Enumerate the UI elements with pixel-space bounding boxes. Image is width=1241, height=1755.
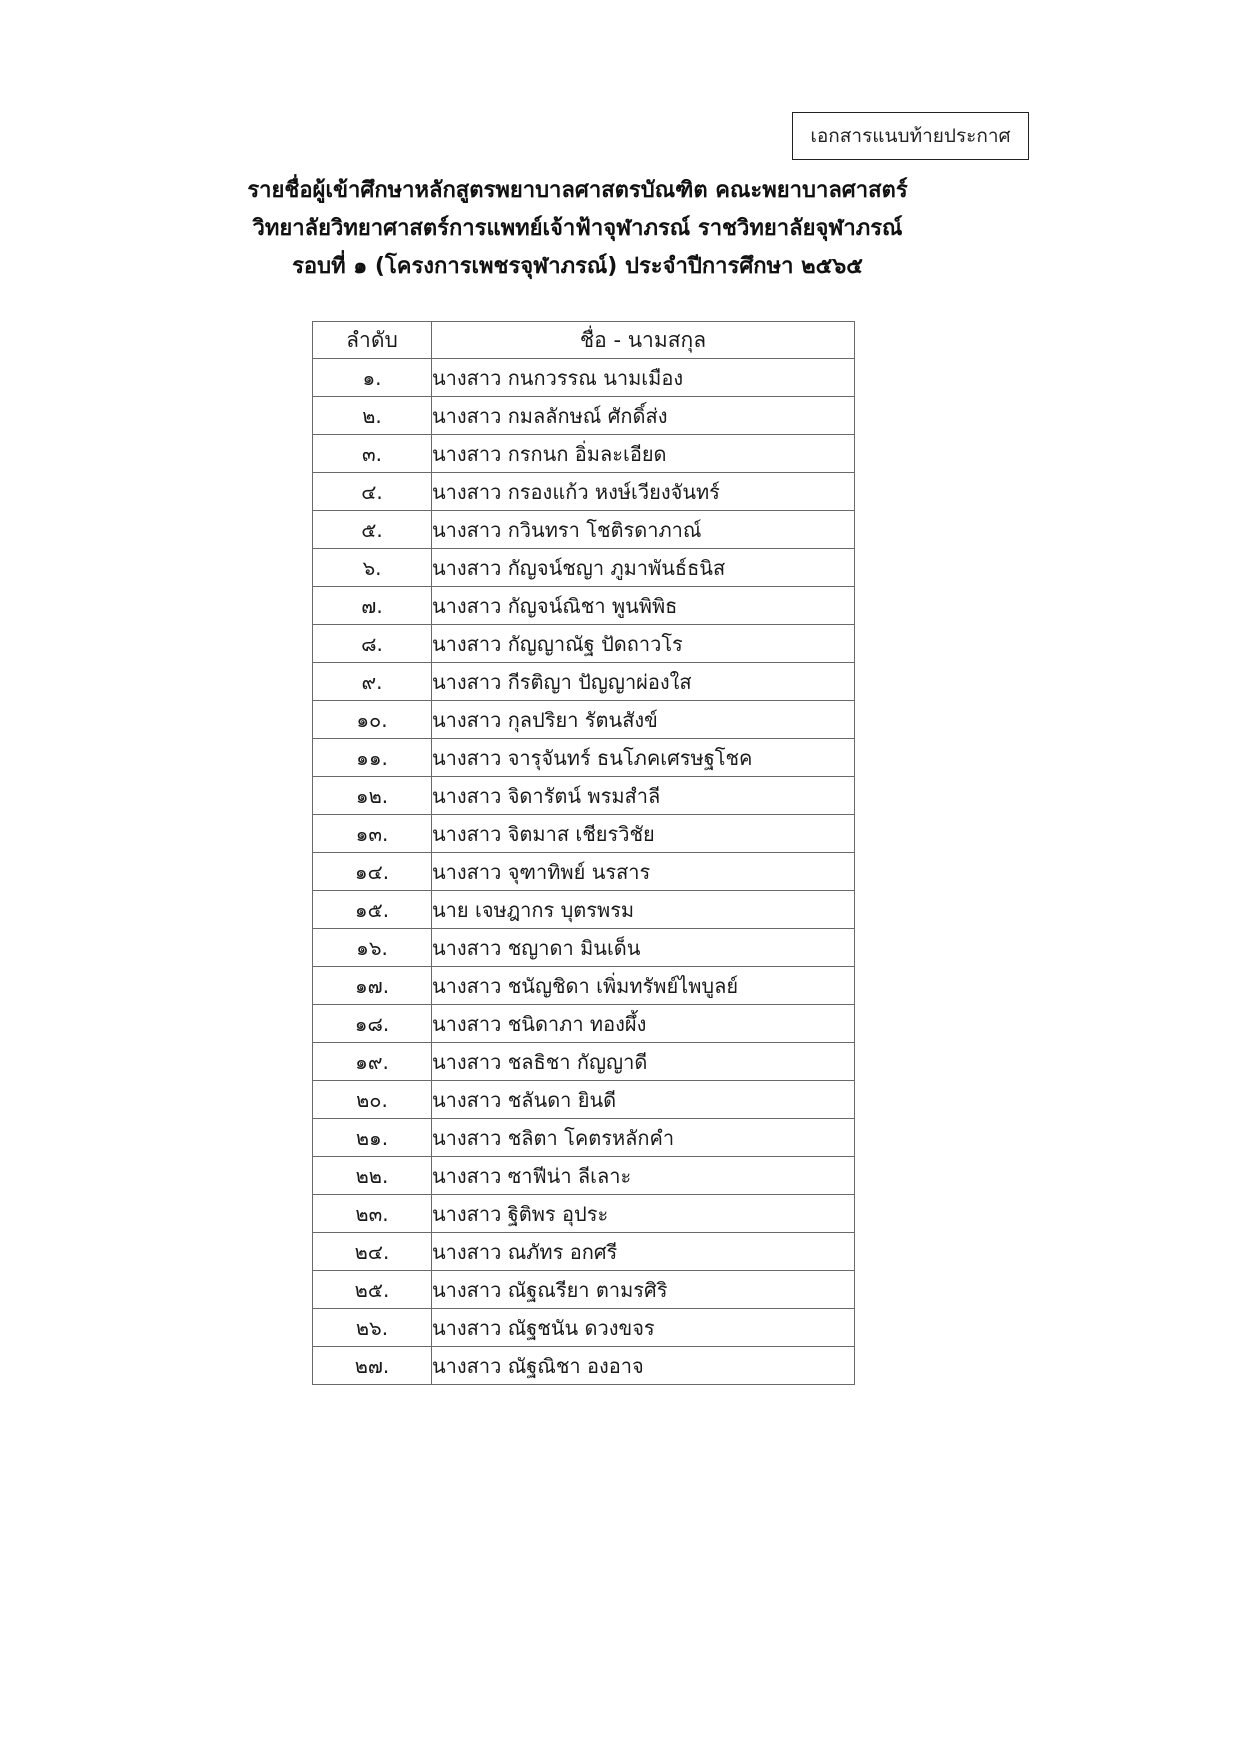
student-roster-table	[312, 321, 855, 1385]
student-name: นางสาว กรองแก้ว หงษ์เวียงจันทร์	[432, 473, 855, 511]
student-name: นางสาว จิตมาส เชียรวิชัย	[432, 815, 855, 853]
table-body	[313, 359, 855, 1385]
row-number: ๒๕.	[313, 1271, 432, 1309]
row-number: ๔.	[313, 473, 432, 511]
row-number: ๑๑.	[313, 739, 432, 777]
student-name: นางสาว กัญจน์ณิชา พูนพิพิธ	[432, 587, 855, 625]
student-name: นางสาว จารุจันทร์ ธนโภคเศรษฐโชค	[432, 739, 855, 777]
table-row	[313, 1347, 855, 1385]
student-name: นางสาว ณัฐชนัน ดวงขจร	[432, 1309, 855, 1347]
student-name: นางสาว ชลันดา ยินดี	[432, 1081, 855, 1119]
student-name: นางสาว กมลลักษณ์ ศักดิ์ส่ง	[432, 397, 855, 435]
table-row	[313, 929, 855, 967]
table-row	[313, 587, 855, 625]
table-row	[313, 701, 855, 739]
table-row	[313, 663, 855, 701]
student-name: นางสาว ชญาดา มินเด็น	[432, 929, 855, 967]
student-name: นางสาว ณัฐณรียา ตามรศิริ	[432, 1271, 855, 1309]
attachment-label: เอกสารแนบท้ายประกาศ	[810, 125, 1011, 147]
row-number: ๒๑.	[313, 1119, 432, 1157]
student-name: นางสาว ชลิตา โคตรหลักคำ	[432, 1119, 855, 1157]
document-title	[0, 172, 1155, 286]
row-number: ๒.	[313, 397, 432, 435]
row-number: ๑๙.	[313, 1043, 432, 1081]
table-row	[313, 739, 855, 777]
row-number: ๒๐.	[313, 1081, 432, 1119]
table-row	[313, 1157, 855, 1195]
table-row	[313, 853, 855, 891]
title-line-3: รอบที่ ๑ (โครงการเพชรจุฬาภรณ์) ประจำปีการศึกษา ๒๕๖๕	[292, 254, 863, 279]
row-number: ๑๐.	[313, 701, 432, 739]
student-name: นางสาว ชนัญชิดา เพิ่มทรัพย์ไพบูลย์	[432, 967, 855, 1005]
row-number: ๑.	[313, 359, 432, 397]
row-number: ๑๗.	[313, 967, 432, 1005]
student-name: นางสาว กัญจน์ชญา ภูมาพันธ์ธนิส	[432, 549, 855, 587]
table-row	[313, 473, 855, 511]
student-name: นางสาว ชนิดาภา ทองผึ้ง	[432, 1005, 855, 1043]
table-row	[313, 1005, 855, 1043]
student-name: นางสาว กัญญาณัฐ ปัดถาวโร	[432, 625, 855, 663]
title-line-1: รายชื่อผู้เข้าศึกษาหลักสูตรพยาบาลศาสตรบัณฑิต คณะพยาบาลศาสตร์	[247, 178, 908, 203]
row-number: ๑๓.	[313, 815, 432, 853]
student-name: นางสาว ซาฟีน่า ลีเลาะ	[432, 1157, 855, 1195]
table-row	[313, 1309, 855, 1347]
table-row	[313, 435, 855, 473]
student-name: นางสาว ณัฐณิชา องอาจ	[432, 1347, 855, 1385]
row-number: ๖.	[313, 549, 432, 587]
table-header-row	[313, 322, 855, 359]
student-name: นางสาว กุลปริยา รัตนสังข์	[432, 701, 855, 739]
table-row	[313, 1119, 855, 1157]
student-name: นางสาว ฐิติพร อุประ	[432, 1195, 855, 1233]
row-number: ๑๖.	[313, 929, 432, 967]
student-name: นางสาว กนกวรรณ นามเมือง	[432, 359, 855, 397]
row-number: ๑๒.	[313, 777, 432, 815]
row-number: ๒๒.	[313, 1157, 432, 1195]
row-number: ๒๓.	[313, 1195, 432, 1233]
attachment-label-box	[792, 112, 1029, 160]
row-number: ๗.	[313, 587, 432, 625]
table-row	[313, 967, 855, 1005]
table-row	[313, 1233, 855, 1271]
table-row	[313, 397, 855, 435]
row-number: ๕.	[313, 511, 432, 549]
student-name: นางสาว ชลธิชา กัญญาดี	[432, 1043, 855, 1081]
student-name: นางสาว กวินทรา โชติรดาภาณ์	[432, 511, 855, 549]
table-row	[313, 891, 855, 929]
table-row	[313, 1271, 855, 1309]
row-number: ๓.	[313, 435, 432, 473]
student-name: นาย เจษฎากร บุตรพรม	[432, 891, 855, 929]
table-row	[313, 1081, 855, 1119]
table-row	[313, 625, 855, 663]
row-number: ๑๔.	[313, 853, 432, 891]
table-row	[313, 1195, 855, 1233]
row-number: ๒๗.	[313, 1347, 432, 1385]
table-row	[313, 815, 855, 853]
row-number: ๒๔.	[313, 1233, 432, 1271]
table-row	[313, 1043, 855, 1081]
student-name: นางสาว ณภัทร อกศรี	[432, 1233, 855, 1271]
student-name: นางสาว กรกนก อิ่มละเอียด	[432, 435, 855, 473]
title-line-2: วิทยาลัยวิทยาศาสตร์การแพทย์เจ้าฟ้าจุฬาภรณ์ ราชวิทยาลัยจุฬาภรณ์	[252, 216, 903, 241]
table-row	[313, 511, 855, 549]
student-name: นางสาว กีรติญา ปัญญาผ่องใส	[432, 663, 855, 701]
table-row	[313, 359, 855, 397]
student-name: นางสาว จุฑาทิพย์ นรสาร	[432, 853, 855, 891]
column-header-no: ลำดับ	[313, 322, 432, 359]
student-name: นางสาว จิดารัตน์ พรมสำลี	[432, 777, 855, 815]
row-number: ๘.	[313, 625, 432, 663]
table-row	[313, 549, 855, 587]
row-number: ๑๘.	[313, 1005, 432, 1043]
row-number: ๙.	[313, 663, 432, 701]
column-header-name: ชื่อ - นามสกุล	[432, 322, 855, 359]
table-row	[313, 777, 855, 815]
row-number: ๑๕.	[313, 891, 432, 929]
row-number: ๒๖.	[313, 1309, 432, 1347]
